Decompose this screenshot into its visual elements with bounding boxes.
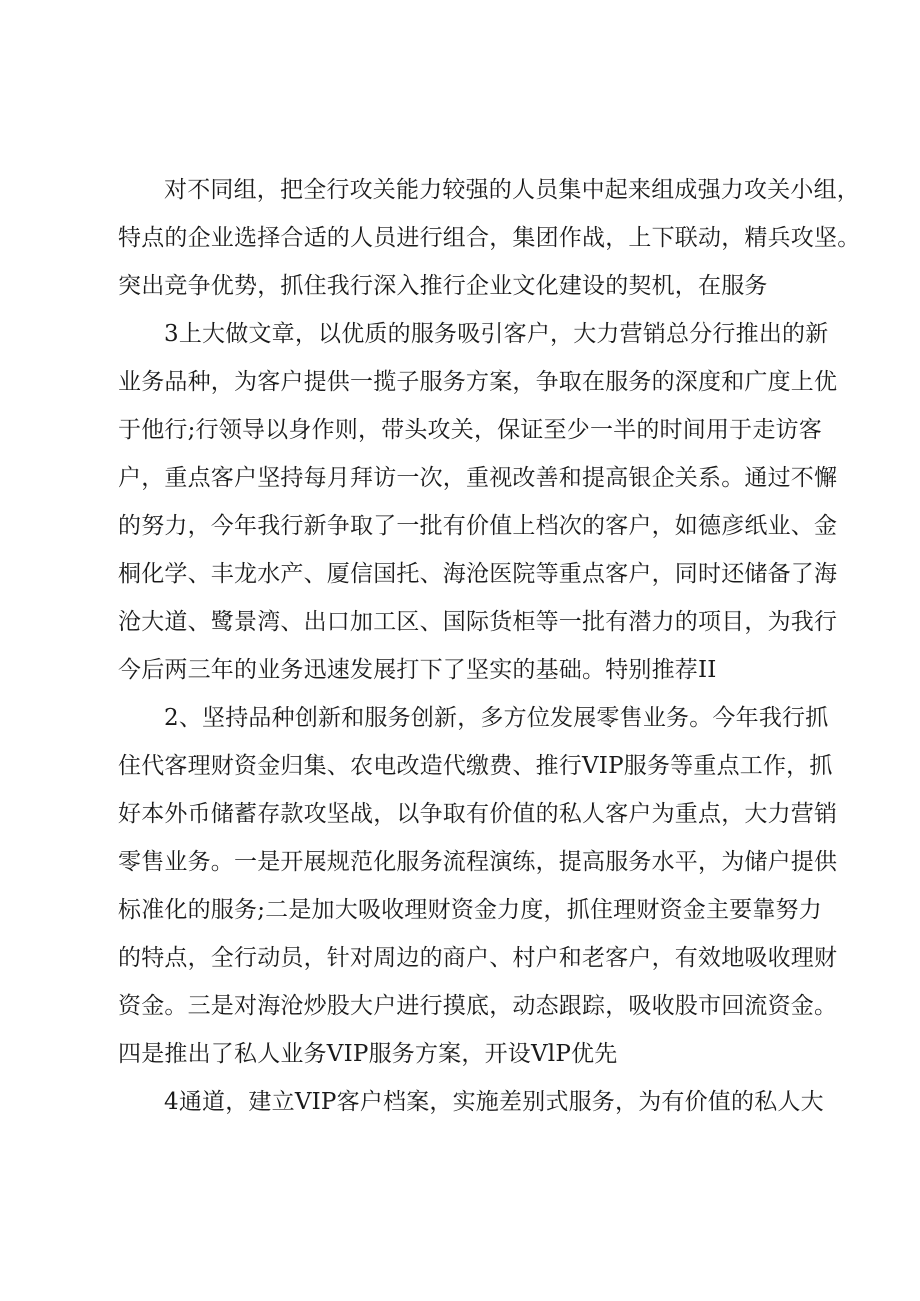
text-line: 标准化的服务;二是加大吸收理财资金力度，抓住理财资金主要靠努力: [118, 897, 822, 923]
text-line: 2、坚持品种创新和服务创新，多方位发展零售业务。今年我行抓: [164, 705, 829, 731]
text-line: 4通道，建立VIP客户档案，实施差别式服务，为有价值的私人大: [164, 1089, 824, 1115]
text-line: 于他行;行领导以身作则，带头攻关，保证至少一半的时间用于走访客: [118, 417, 822, 443]
text-line: 资金。三是对海沧炒股大户进行摸底，动态跟踪，吸收股市回流资金。: [118, 993, 838, 1019]
text-line: 今后两三年的业务迅速发展打下了坚实的基础。特别推荐II: [118, 657, 717, 683]
text-line: 户，重点客户坚持每月拜访一次，重视改善和提高银企关系。通过不懈: [118, 465, 838, 491]
body-text: [0, 166, 920, 1126]
text-line: 桐化学、丰龙水产、厦信国托、海沧医院等重点客户，同时还储备了海: [118, 561, 838, 587]
text-line: 四是推出了私人业务VIP服务方案，开设VlP优先: [118, 1041, 618, 1067]
text-line: 对不同组，把全行攻关能力较强的人员集中起来组成强力攻关小组，: [164, 177, 860, 203]
text-line: 零售业务。一是开展规范化服务流程演练，提高服务水平，为储户提供: [118, 849, 838, 875]
text-line: 突出竞争优势，抓住我行深入推行企业文化建设的契机，在服务: [118, 273, 768, 299]
text-line: 3上大做文章，以优质的服务吸引客户，大力营销总分行推出的新: [164, 321, 829, 347]
text-line: 住代客理财资金归集、农电改造代缴费、推行VIP服务等重点工作，抓: [118, 753, 833, 779]
text-line: 好本外币储蓄存款攻坚战，以争取有价值的私人客户为重点，大力营销: [118, 801, 838, 827]
text-line: 沧大道、鹭景湾、出口加工区、国际货柜等一批有潜力的项目，为我行: [118, 609, 838, 635]
text-line: 的特点，全行动员，针对周边的商户、村户和老客户，有效地吸收理财: [118, 945, 838, 971]
text-line: 业务品种，为客户提供一揽子服务方案，争取在服务的深度和广度上优: [118, 369, 838, 395]
text-line: 的努力，今年我行新争取了一批有价值上档次的客户，如德彦纸业、金: [118, 513, 838, 539]
text-line: 特点的企业选择合适的人员进行组合，集团作战，上下联动，精兵攻坚。: [118, 225, 861, 251]
